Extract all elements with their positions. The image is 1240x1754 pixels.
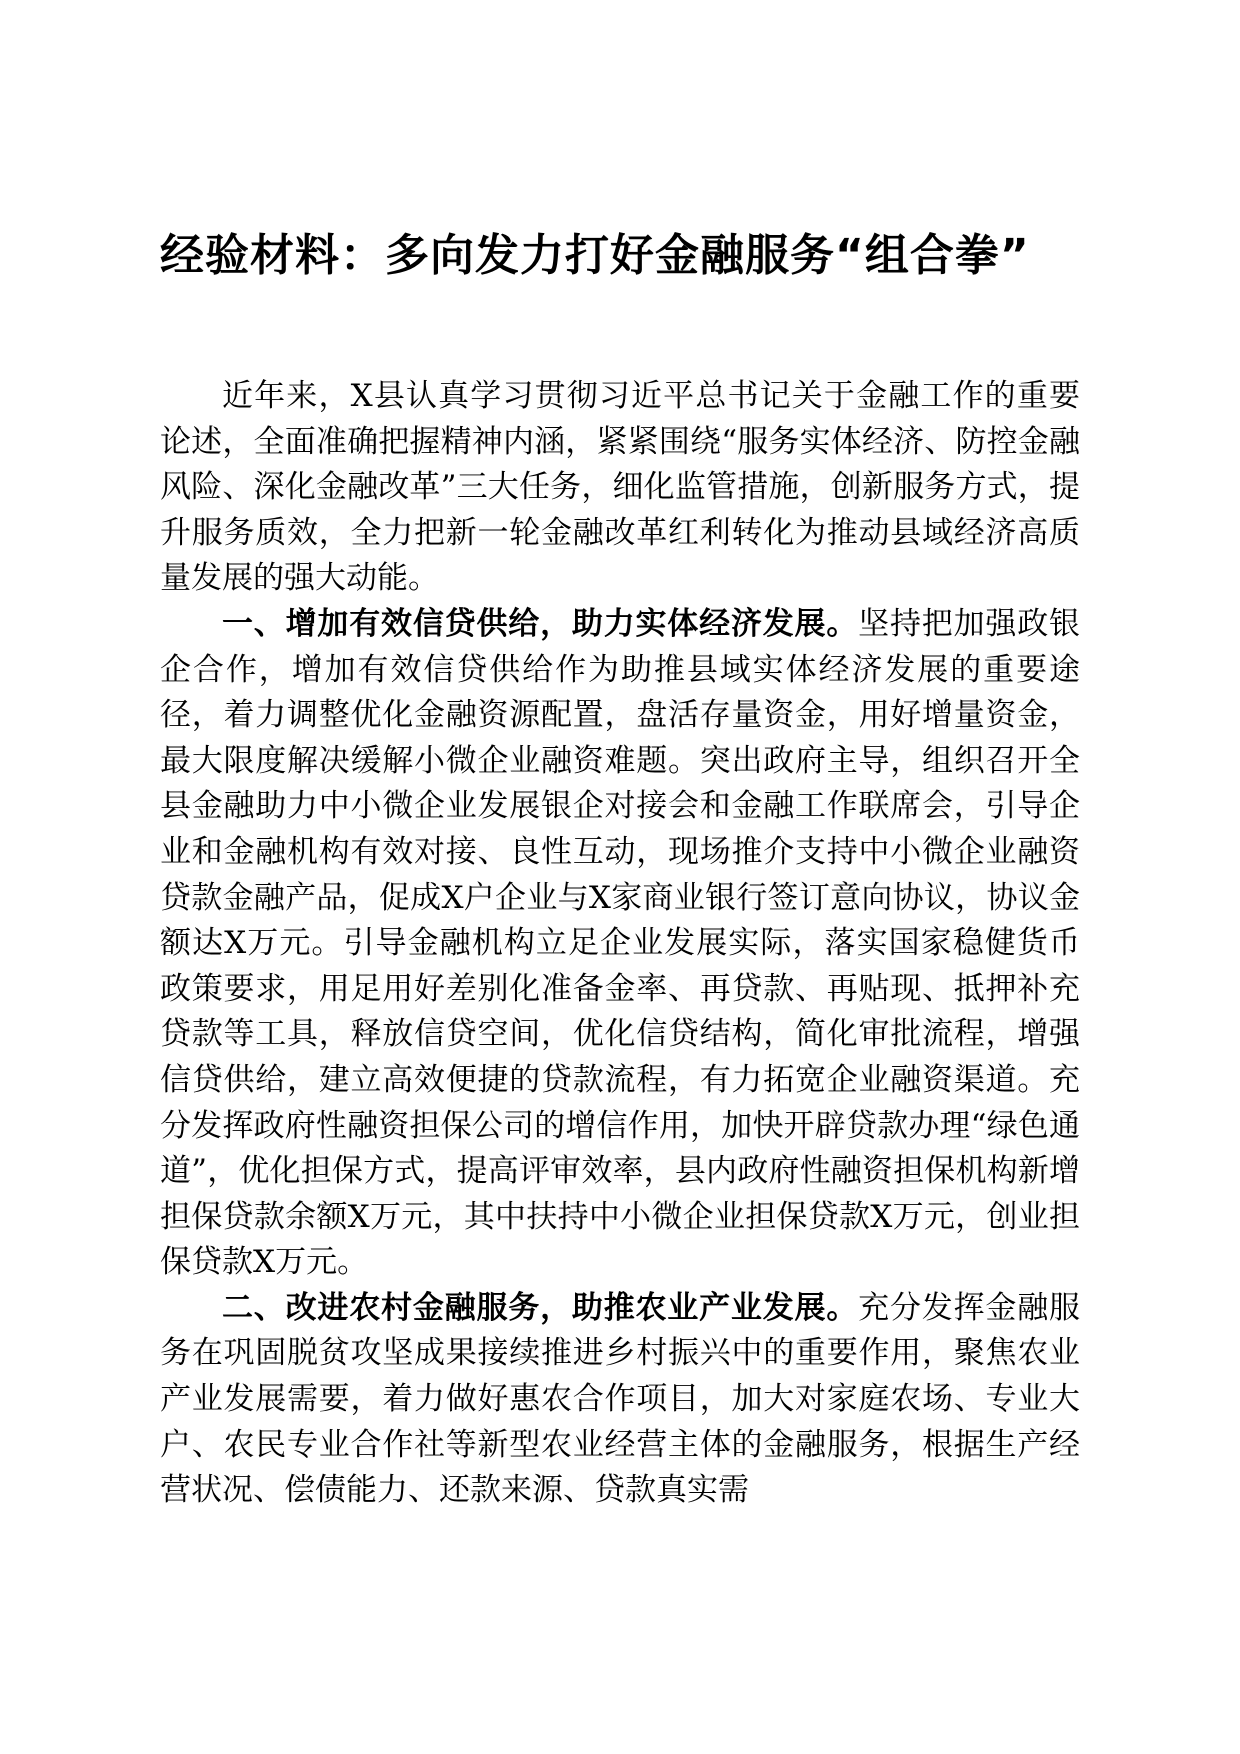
section-paragraph-2 [160,1286,1080,1514]
document-title: 经验材料：多向发力打好金融服务“组合拳” [160,230,1030,281]
section-paragraph-1 [160,602,1080,1286]
document-body [160,374,1080,1514]
section-heading-2: 二、改进农村金融服务，助推农业产业发展。 [222,1289,859,1326]
section-heading-1: 一、增加有效信贷供给，助力实体经济发展。 [222,605,859,642]
intro-paragraph: 近年来，X县认真学习贯彻习近平总书记关于金融工作的重要论述，全面准确把握精神内涵，紧紧围绕“服务实体经济、防控金融风险、深化金融改革”三大任务，细化监管措施，创新服务方式，提升服务质效，全力把新一轮金融改革红利转化为推动县域经济高质量发展的强大动能。 [160,378,1080,597]
section-body-1: 坚持把加强政银企合作，增加有效信贷供给作为助推县域实体经济发展的重要途径，着力调整优化金融资源配置，盘活存量资金，用好增量资金，最大限度解决缓解小微企业融资难题。突出政府主导，组织召开全县金融助力中小微企业发展银企对接会和金融工作联席会，引导企业和金融机构有效对接、良性互动，现场推介支持中小微企业融资贷款金融产品，促成X户企业与X家商业银行签订意向协议，协议金额达X万元。引导金融机构立足企业发展实际，落实国家稳健货币政策要求，用足用好差别化准备金率、再贷款、再贴现、抵押补充贷款等工具，释放信贷空间，优化信贷结构，简化审批流程，增强信贷供给，建立高效便捷的贷款流程，有力拓宽企业融资渠道。充分发挥政府性融资担保公司的增信作用，加快开辟贷款办理“绿色通道”，优化担保方式，提高评审效率，县内政府性融资担保机构新增担保贷款余额X万元，其中扶持中小微企业担保贷款X万元，创业担保贷款X万元。 [160,605,1081,1281]
section-body-2: 充分发挥金融服务在巩固脱贫攻坚成果接续推进乡村振兴中的重要作用，聚焦农业产业发展需要，着力做好惠农合作项目，加大对家庭农场、专业大户、农民专业合作社等新型农业经营主体的金融服务，根据生产经营状况、偿债能力、还款来源、贷款真实需 [160,1289,1081,1509]
document-page [160,228,1080,1514]
